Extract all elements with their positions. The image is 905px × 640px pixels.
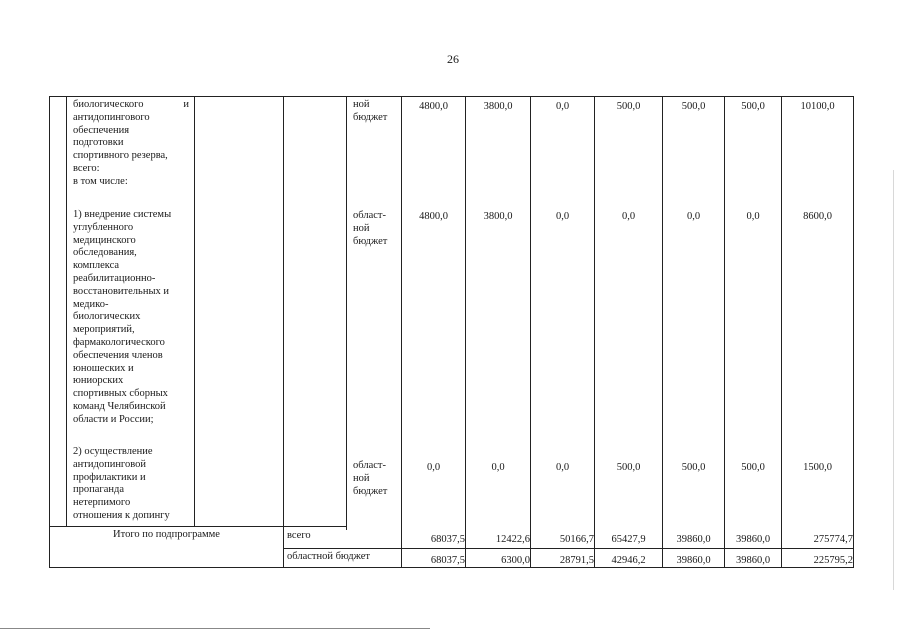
row-1-value-7: 10100,0 bbox=[800, 101, 835, 112]
totals-row-2-source: областной бюджет bbox=[287, 551, 370, 562]
row-2-value-3: 0,0 bbox=[555, 211, 570, 222]
row-2-value-1: 4800,0 bbox=[419, 211, 448, 222]
scan-edge-mark bbox=[893, 170, 894, 590]
row-1-value-2: 3800,0 bbox=[483, 101, 513, 112]
row-3-value-4: 500,0 bbox=[616, 462, 641, 473]
totals-row-1-value-4: 65427,9 bbox=[611, 534, 646, 545]
row-3-value-3: 0,0 bbox=[555, 462, 570, 473]
row-2-value-6: 0,0 bbox=[746, 211, 760, 222]
totals-row-1-value-7: 275774,7 bbox=[813, 534, 853, 545]
scan-edge-line bbox=[0, 628, 430, 629]
row-2-description: 1) внедрение системы углубленного медицинского обследования, комплекса реабилитационно- восстановительных и медико- биологических мероприятий, фармакологического обеспечения членов юношеских и юниорских спортивных сборных команд Челябинской области и России; bbox=[73, 209, 172, 425]
row-2-funding-source: област- ной бюджет bbox=[353, 210, 388, 247]
totals-row-1-value-5: 39860,0 bbox=[676, 534, 711, 545]
row-3-value-1: 0,0 bbox=[426, 462, 441, 473]
row-3-value-5: 500,0 bbox=[681, 462, 706, 473]
row-1-value-5: 500,0 bbox=[681, 101, 706, 112]
row-2-value-2: 3800,0 bbox=[483, 211, 513, 222]
totals-row-2-value-2: 6300,0 bbox=[501, 555, 530, 566]
row-3-value-6: 500,0 bbox=[741, 462, 765, 473]
row-2-value-7: 8600,0 bbox=[803, 211, 832, 222]
totals-row-1-value-2: 12422,6 bbox=[495, 534, 530, 545]
totals-row-2-value-3: 28791,5 bbox=[559, 555, 594, 566]
row-1-description: биологического и антидопингового обеспечения подготовки спортивного резерва, всего: в том числе: bbox=[73, 99, 189, 187]
row-1-value-6: 500,0 bbox=[741, 101, 765, 112]
row-3-funding-source: област- ной бюджет bbox=[353, 460, 388, 497]
totals-row-2-value-5: 39860,0 bbox=[676, 555, 711, 566]
row-1-funding-source: ной бюджет bbox=[353, 99, 388, 123]
row-1-value-3: 0,0 bbox=[555, 101, 570, 112]
totals-row-1-source: всего bbox=[287, 530, 311, 541]
row-2-value-4: 0,0 bbox=[621, 211, 636, 222]
totals-row-1-value-6: 39860,0 bbox=[735, 534, 771, 545]
totals-row-1-value-3: 50166,7 bbox=[559, 534, 594, 545]
totals-row-2-value-1: 68037,5 bbox=[430, 555, 465, 566]
row-2-value-5: 0,0 bbox=[686, 211, 701, 222]
row-3-value-2: 0,0 bbox=[491, 462, 505, 473]
totals-label: Итого по подпрограмме bbox=[113, 529, 220, 540]
row-3-value-7: 1500,0 bbox=[803, 462, 832, 473]
totals-row-2-value-4: 42946,2 bbox=[611, 555, 646, 566]
page-number: 26 bbox=[447, 52, 459, 66]
row-1-value-1: 4800,0 bbox=[419, 101, 448, 112]
row-3-description: 2) осуществление антидопинговой профилактики и пропаганда нетерпимого отношения к допингу bbox=[73, 446, 170, 521]
totals-row-2-value-6: 39860,0 bbox=[735, 555, 771, 566]
totals-row-2-value-7: 225795,2 bbox=[813, 555, 853, 566]
row-1-value-4: 500,0 bbox=[616, 101, 641, 112]
totals-row-1-value-1: 68037,5 bbox=[430, 534, 465, 545]
